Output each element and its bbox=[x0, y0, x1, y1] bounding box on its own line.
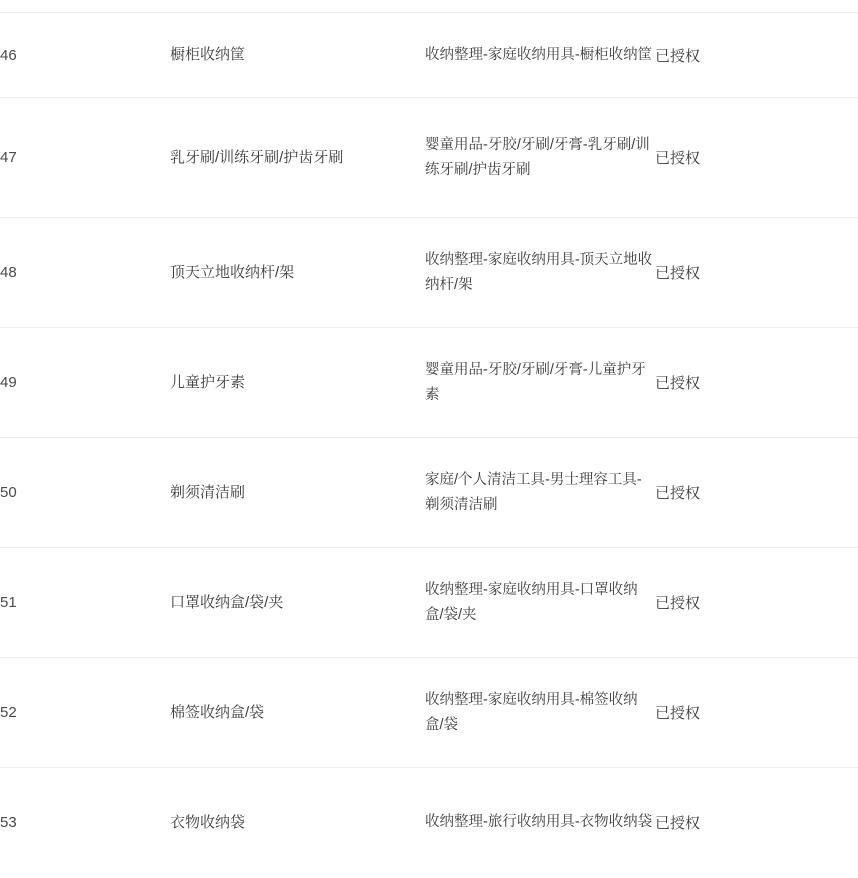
row-index: 47 bbox=[0, 98, 170, 218]
row-category-path: 收纳整理-家庭收纳用具-口罩收纳盒/袋/夹 bbox=[425, 548, 655, 658]
row-category-name: 儿童护牙素 bbox=[170, 328, 425, 438]
row-category-path: 收纳整理-家庭收纳用具-橱柜收纳筐 bbox=[425, 13, 655, 98]
row-index: 46 bbox=[0, 13, 170, 98]
row-category-name: 剃须清洁刷 bbox=[170, 438, 425, 548]
row-category-name: 顶天立地收纳杆/架 bbox=[170, 218, 425, 328]
row-status-badge: 已授权 bbox=[655, 768, 858, 878]
row-category-name: 棉签收纳盒/袋 bbox=[170, 658, 425, 768]
row-index: 53 bbox=[0, 768, 170, 878]
row-status-badge: 已授权 bbox=[655, 548, 858, 658]
row-status-badge: 已授权 bbox=[655, 98, 858, 218]
table-row[interactable] bbox=[0, 768, 858, 878]
row-status-badge: 已授权 bbox=[655, 13, 858, 98]
row-category-path: 收纳整理-家庭收纳用具-顶天立地收纳杆/架 bbox=[425, 218, 655, 328]
row-category-path: 收纳整理-家庭收纳用具-棉签收纳盒/袋 bbox=[425, 658, 655, 768]
row-category-path: 婴童用品-牙胶/牙刷/牙膏-乳牙刷/训练牙刷/护齿牙刷 bbox=[425, 98, 655, 218]
row-index: 50 bbox=[0, 438, 170, 548]
row-index: 48 bbox=[0, 218, 170, 328]
row-category-path: 家庭/个人清洁工具-男士理容工具-剃须清洁刷 bbox=[425, 438, 655, 548]
table-row[interactable] bbox=[0, 658, 858, 768]
row-category-name: 口罩收纳盒/袋/夹 bbox=[170, 548, 425, 658]
row-category-name: 橱柜收纳筐 bbox=[170, 13, 425, 98]
table-row[interactable] bbox=[0, 328, 858, 438]
row-index: 49 bbox=[0, 328, 170, 438]
row-category-name: 衣物收纳袋 bbox=[170, 768, 425, 878]
table-row[interactable] bbox=[0, 548, 858, 658]
category-table bbox=[0, 12, 858, 878]
row-category-path: 婴童用品-牙胶/牙刷/牙膏-儿童护牙素 bbox=[425, 328, 655, 438]
row-status-badge: 已授权 bbox=[655, 658, 858, 768]
row-category-path: 收纳整理-旅行收纳用具-衣物收纳袋 bbox=[425, 768, 655, 878]
table-row[interactable] bbox=[0, 13, 858, 98]
row-status-badge: 已授权 bbox=[655, 328, 858, 438]
row-index: 51 bbox=[0, 548, 170, 658]
page-top-margin bbox=[0, 0, 858, 12]
table-row[interactable] bbox=[0, 438, 858, 548]
row-index: 52 bbox=[0, 658, 170, 768]
row-status-badge: 已授权 bbox=[655, 438, 858, 548]
row-category-name: 乳牙刷/训练牙刷/护齿牙刷 bbox=[170, 98, 425, 218]
row-status-badge: 已授权 bbox=[655, 218, 858, 328]
table-row[interactable] bbox=[0, 98, 858, 218]
table-row[interactable] bbox=[0, 218, 858, 328]
